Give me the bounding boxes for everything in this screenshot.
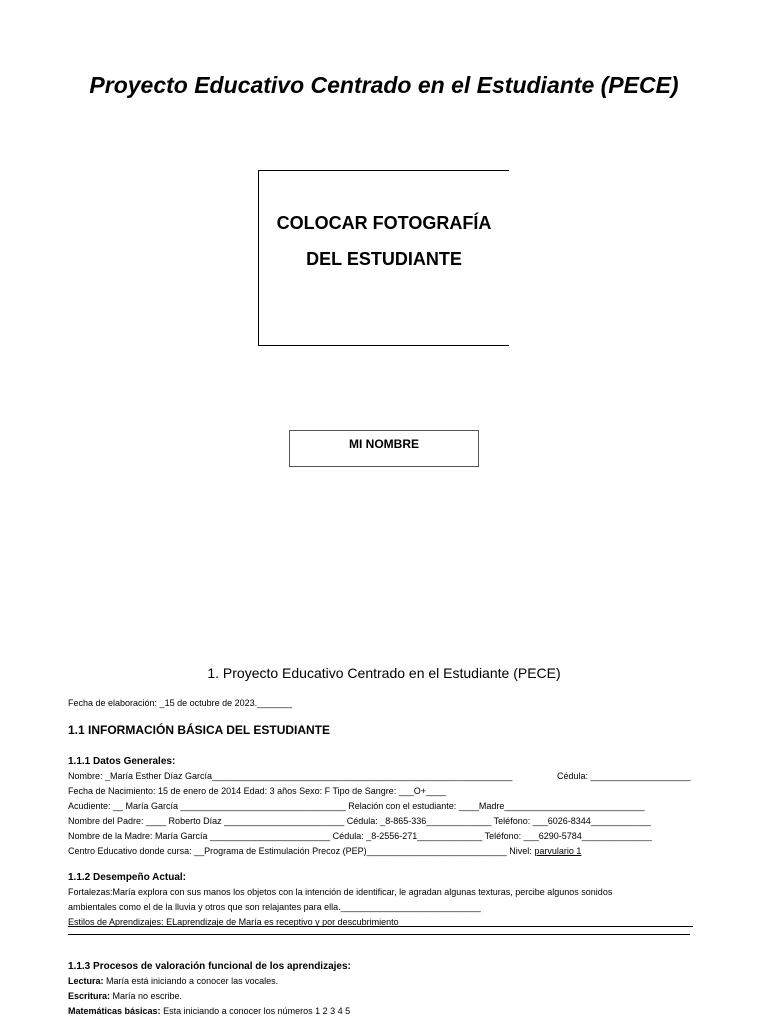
field-padre: Nombre del Padre: ____ Roberto Díaz ________________________ Cédula: _8-865-336_____________ Teléfono: ___6026-8344____________ xyxy=(68,816,651,826)
fortalezas-line2: ambientales como el de la lluvia y otros que son relajantes para ella.____________________________ xyxy=(68,902,481,912)
fortalezas-line1: Fortalezas:María explora con sus manos los objetos con la intención de identificar, le agradan algunas texturas, percibe algunos sonidos xyxy=(68,887,613,897)
matematicas-value: Esta iniciando a conocer los números 1 2 3 4 5 xyxy=(160,1006,351,1016)
field-lectura xyxy=(68,975,278,987)
escritura-value: María no escribe. xyxy=(110,991,183,1001)
field-centro-educativo xyxy=(68,845,581,857)
info-basica-heading: 1.1 INFORMACIÓN BÁSICA DEL ESTUDIANTE xyxy=(68,723,331,737)
field-escritura xyxy=(68,990,182,1002)
lectura-label: Lectura: xyxy=(68,976,104,986)
escritura-label: Escritura: xyxy=(68,991,111,1001)
photo-placeholder xyxy=(258,170,509,346)
estilos-value: ELaprendizaje de María es receptivo y por descubrimiento xyxy=(166,917,399,927)
centro-label: Centro Educativo donde cursa: __Programa de Estimulación Precoz (PEP)____________________________ Nivel: xyxy=(68,846,535,856)
matematicas-label: Matemáticas básicas: xyxy=(68,1006,161,1016)
procesos-heading: 1.1.3 Procesos de valoración funcional de los aprendizajes: xyxy=(68,961,351,972)
desempeno-heading: 1.1.2 Desempeño Actual: xyxy=(68,872,187,883)
estilos-label: Estilos de Aprendizajes: xyxy=(68,917,167,927)
field-nombre: Nombre: _María Esther Díaz García____________________________________________________________ xyxy=(68,771,513,781)
photo-placeholder-line2: DEL ESTUDIANTE xyxy=(306,249,462,269)
photo-placeholder-line1: COLOCAR FOTOGRAFÍA xyxy=(276,213,492,233)
field-matematicas xyxy=(68,1005,350,1017)
document-title: Proyecto Educativo Centrado en el Estudiante (PECE) xyxy=(89,72,679,98)
rule-line xyxy=(68,934,690,935)
nivel-value: parvulario 1 xyxy=(534,846,582,856)
name-box: MI NOMBRE xyxy=(289,430,479,467)
field-fecha-nacimiento: Fecha de Nacimiento: 15 de enero de 2014 Edad: 3 años Sexo: F Tipo de Sangre: ___O+____ xyxy=(68,786,447,796)
rule-line xyxy=(68,926,693,927)
fecha-elaboracion: Fecha de elaboración: _15 de octubre de 2023._______ xyxy=(68,698,293,708)
field-cedula: Cédula: ____________________ xyxy=(557,771,691,781)
field-acudiente: Acudiente: __ María García _________________________________ Relación con el estudiante: ____Madre____________________________ xyxy=(68,801,645,811)
section-heading: 1. Proyecto Educativo Centrado en el Estudiante (PECE) xyxy=(207,665,561,681)
datos-generales-heading: 1.1.1 Datos Generales: xyxy=(68,756,176,767)
field-madre: Nombre de la Madre: María García ________________________ Cédula: _8-2556-271_____________ Teléfono: ___6290-5784______________ xyxy=(68,831,652,841)
lectura-value: María está iniciando a conocer las vocales. xyxy=(103,976,279,986)
